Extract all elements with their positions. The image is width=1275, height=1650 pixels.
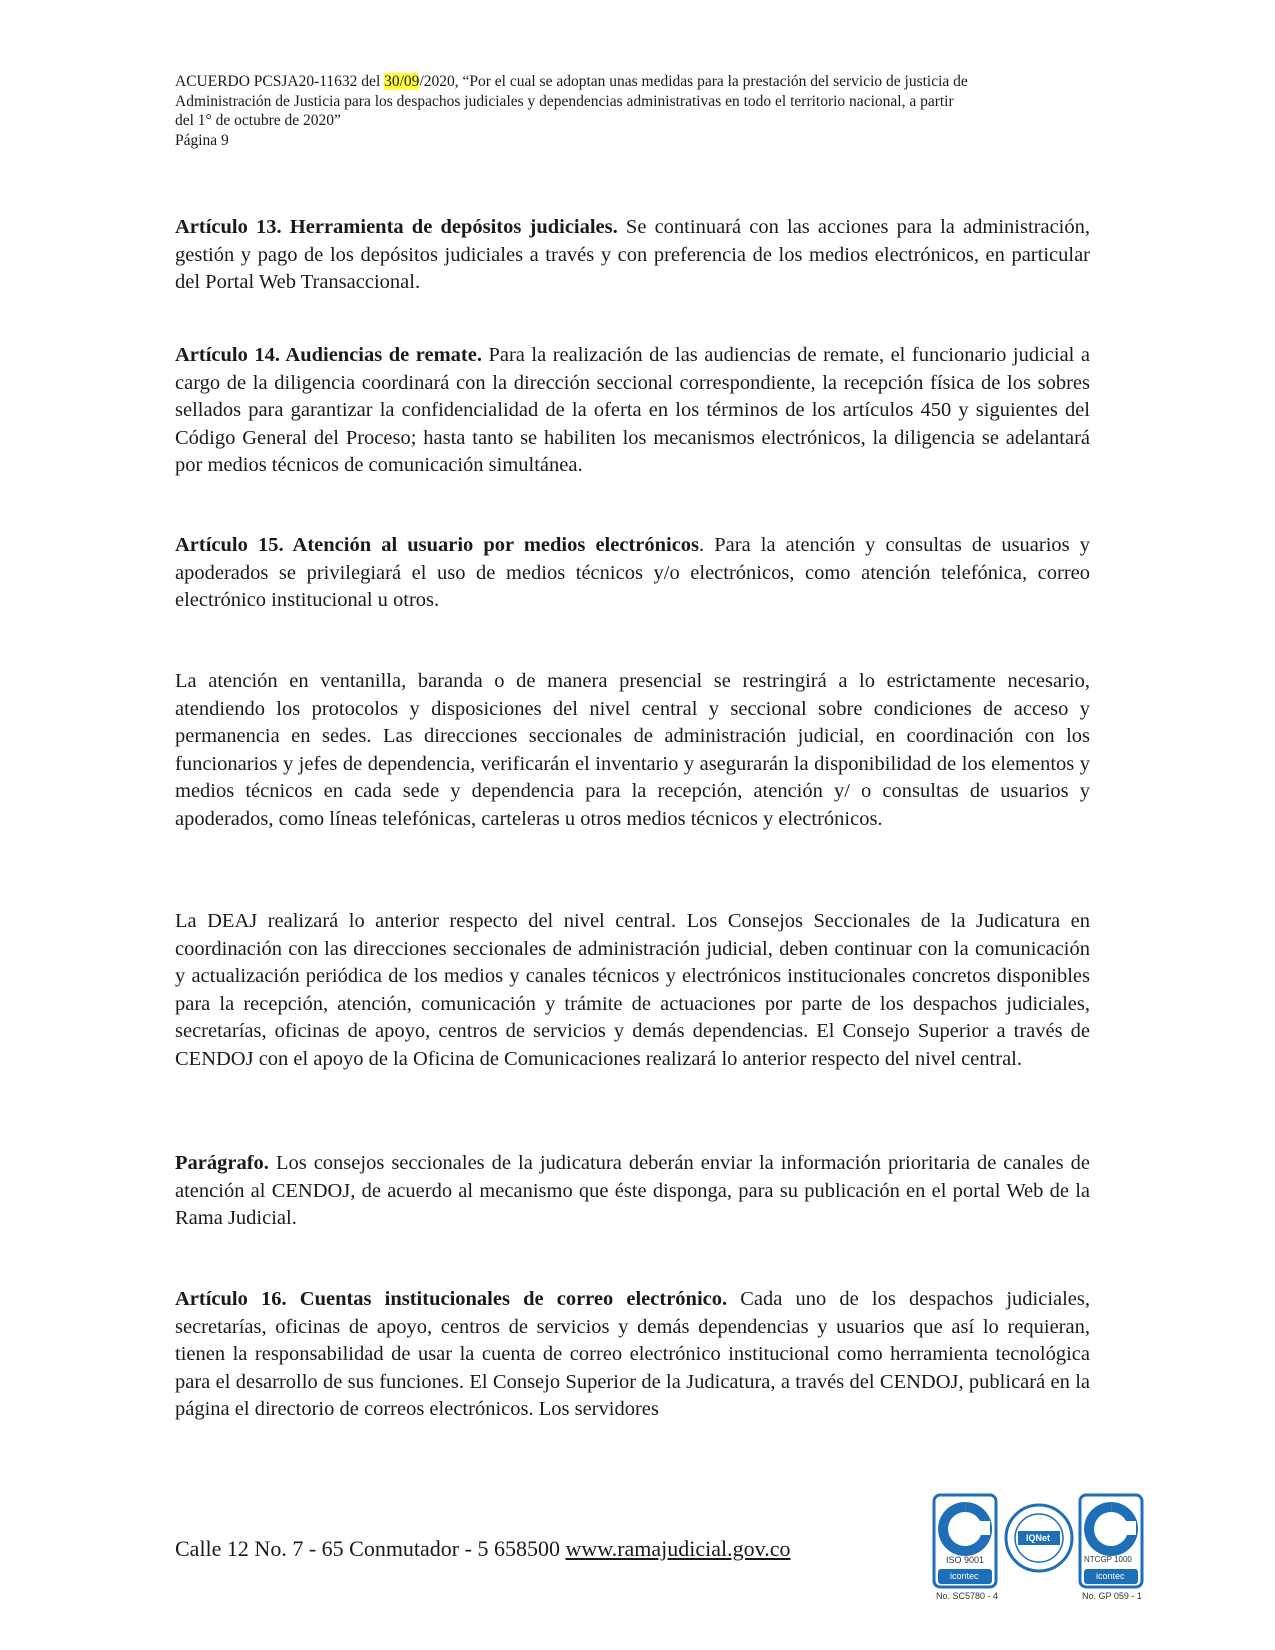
article-15: Artículo 15. Atención al usuario por medios electrónicos. Para la atención y consultas de usuarios y apoderados se privilegiará el uso de medios técnicos y/o electrónicos, como atención telefónica, correo electrónico institucional u otros. [175,534,1090,611]
header-line-3: del 1° de octubre de 2020” [175,112,341,129]
page-number: Página 9 [175,131,229,149]
article-14: Artículo 14. Audiencias de remate. Para la realización de las audiencias de remate, el funcionario judicial a cargo de la diligencia coordinará con la dirección seccional correspondiente, la recepción física de los sobres sellados para garantizar la confidencialidad de la oferta en los términos de los artículos 450 y siguientes del Código General del Proceso; hasta tanto se habiliten los mecanismos electrónicos, la diligencia se adelantará por medios técnicos de comunicación simultánea. [175,344,1090,476]
header-line-2: Administración de Justicia para los despachos judiciales y dependencias administrativas en todo el territorio nacional, a partir [175,92,954,110]
article-16: Artículo 16. Cuentas institucionales de correo electrónico. Cada uno de los despachos judiciales, secretarías, oficinas de apoyo, centros de servicios y demás dependencias y usuarios que así lo requieran, tienen la responsabilidad de usar la cuenta de correo electrónico institucional como herramienta tecnológica para el desarrollo de sus funciones. El Consejo Superior de la Judicatura, a través del CENDOJ, publicará en la página el directorio de correos electrónicos. Los servidores [175,1288,1091,1420]
highlighted-date: 30/09 [384,73,420,90]
article-heading: Artículo 16. Cuentas institucionales de correo electrónico. [175,1288,728,1310]
footer-contact [175,1536,791,1562]
ntcgp1000-logo: NTCGP 1000 icontec No. GP 059 - 1 [1078,1493,1144,1606]
iqnet-logo: IQNet [1004,1503,1074,1578]
article-heading: Artículo 14. Audiencias de remate. [175,344,482,366]
footer-url-link[interactable]: www.ramajudicial.gov.co [565,1536,791,1561]
article-15-paragraph-2: La atención en ventanilla, baranda o de manera presencial se restringirá a lo estrictamente necesario, atendiendo los protocolos y disposiciones del nivel central y seccional sobre condiciones de acceso y permanencia en sedes. Las direcciones seccionales de administración judicial, en coordinación con los funcionarios y jefes de dependencia, verificarán el inventario y asegurarán la disponibilidad de los elementos y medios técnicos en cada sede y dependencia para la recepción, atención y/ o consultas de usuarios y apoderados, como líneas telefónicas, carteleras u otros medios técnicos y electrónicos. [175,670,1090,830]
article-15-paragraph-3: La DEAJ realizará lo anterior respecto del nivel central. Los Consejos Seccionales de la Judicatura en coordinación con las direcciones seccionales de administración judicial, deben continuar con la comunicación y actualización periódica de los medios y canales técnicos y electrónicos institucionales concretos disponibles para la recepción, atención, comunicación y trámite de actuaciones por parte de los despachos judiciales, secretarías, oficinas de apoyo, centros de servicios y demás dependencias. El Consejo Superior a través de CENDOJ con el apoyo de la Oficina de Comunicaciones realizará lo anterior respecto del nivel central. [175,910,1090,1070]
paragrafo: Parágrafo. Los consejos seccionales de la judicatura deberán enviar la información prioritaria de canales de atención al CENDOJ, de acuerdo al mecanismo que éste disponga, para su publicación en el portal Web de la Rama Judicial. [175,1152,1090,1229]
article-heading: Artículo 13. Herramienta de depósitos judiciales. [175,216,618,238]
document-header [175,72,1090,150]
header-line-1: ACUERDO PCSJA20-11632 del 30/09/2020, “Por el cual se adoptan unas medidas para la prestación del servicio de justicia de [175,73,968,90]
article-heading: Artículo 15. Atención al usuario por medios electrónicos [175,534,700,556]
icontec-ntcgp-icon [1078,1493,1144,1601]
iso9001-logo: ISO 9001 icontec No. SC5780 - 4 [932,1493,998,1606]
article-13: Artículo 13. Herramienta de depósitos judiciales. Se continuará con las acciones para la administración, gestión y pago de los depósitos judiciales a través y con preferencia de los medios electrónicos, en particular del Portal Web Transaccional. [175,216,1090,293]
certification-logos [932,1493,1144,1613]
paragrafo-heading: Parágrafo. [175,1152,269,1174]
footer-address: Calle 12 No. 7 - 65 Conmutador - 5 658500 [175,1536,566,1561]
icontec-iso-icon [932,1493,998,1601]
